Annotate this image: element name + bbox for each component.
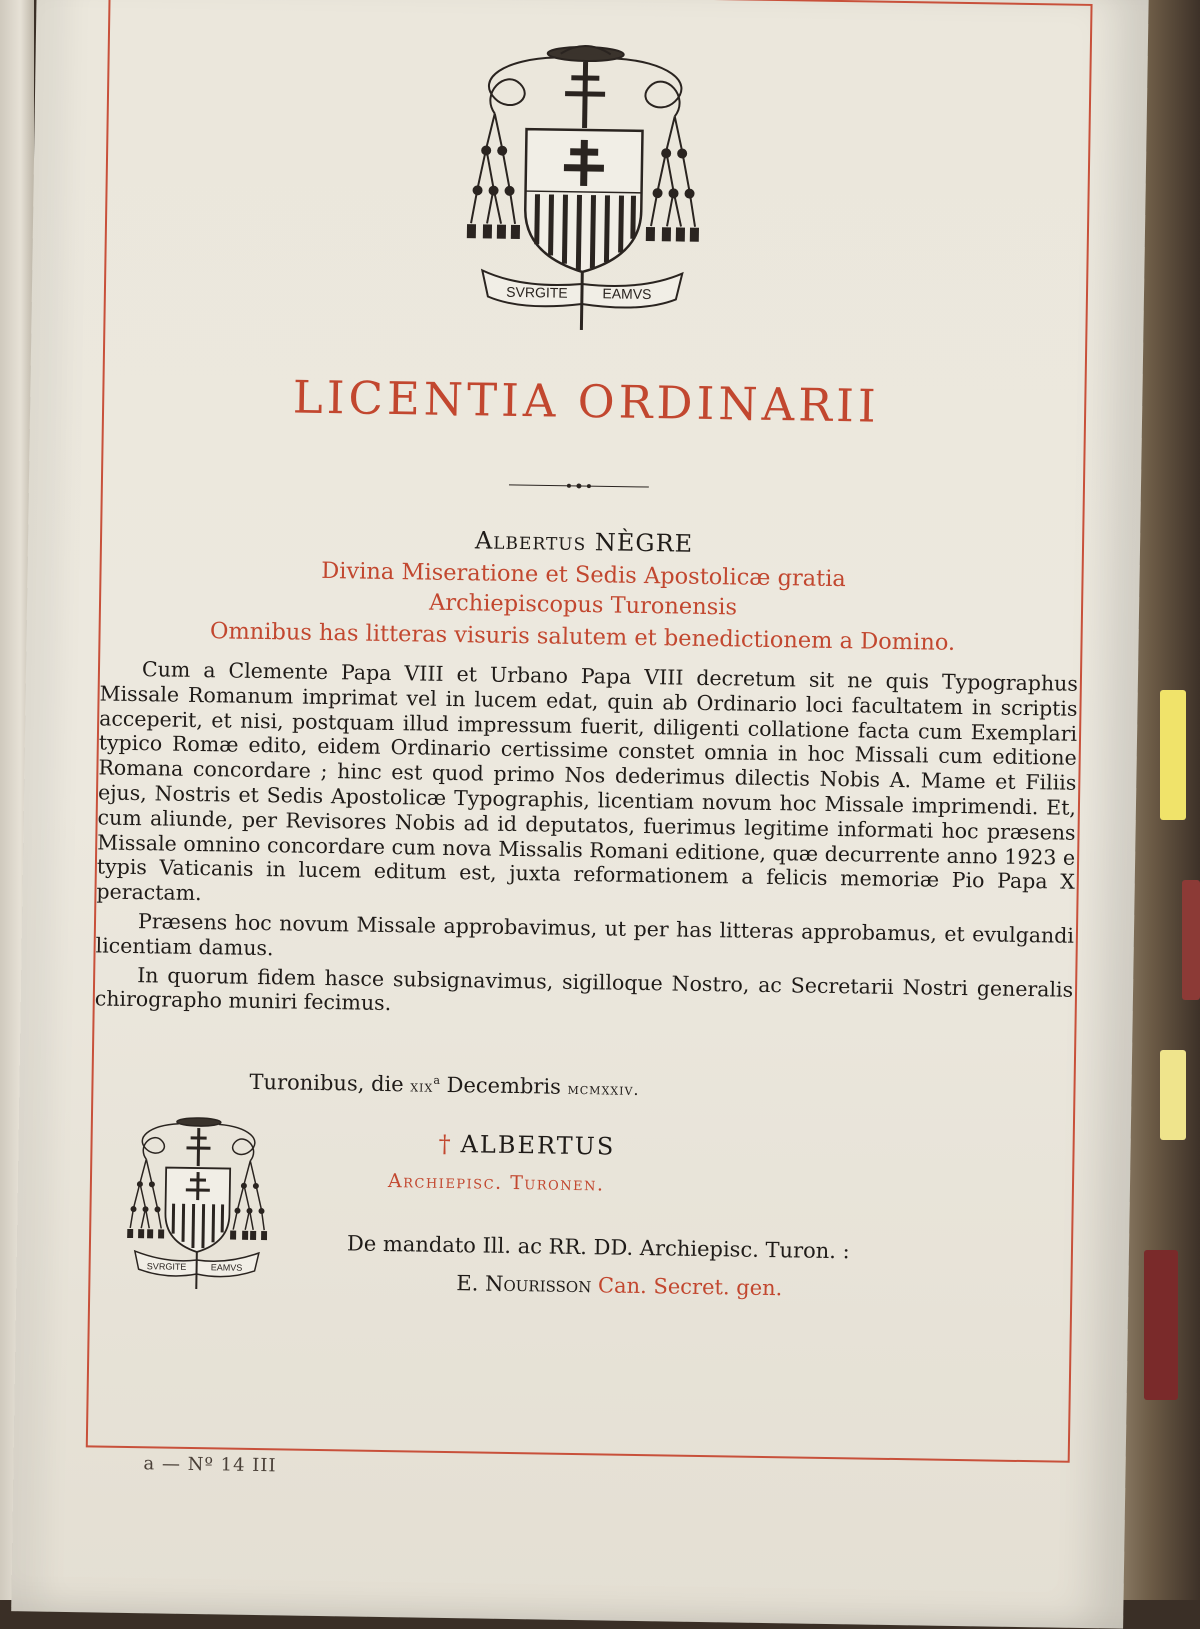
signature-title: Archiepisc. Turonen. [388,1170,605,1195]
body-paragraph: In quorum fidem hasce subsignavimus, sigilloque Nostro, ac Secretarii Nostri generalis chirographo muniri fecimus. [95,962,1074,1027]
issuer-name: Albertus NÈGRE [68,520,1100,564]
ornament-divider [509,479,649,493]
coat-of-arms-small [126,1113,269,1290]
body-paragraph: Præsens hoc novum Missale approbavimus, ut per has litteras approbamus, et evulgandi licentiam damus. [95,908,1074,973]
body-paragraph: Cum a Clemente Papa VIII et Urbano Papa VIII decretum sit ne quis Typographus Missale Romanum imprimat vel in lucem edat, quin ab Ordinario loci facultatem in scriptis acceperit, et nisi, postquam illud impressum fuerit, diligenti collatione facta cum Exemplari typico Romæ edito, eidem Ordinario certissime constet omnia in hoc Missali cum editione Romana concordare ; hinc est quod primo Nos dederimus dilectis Nobis A. Mame et Filiis ejus, Nostris et Sedis Apostolicæ Typographis, licentiam novum hoc Missale imprimendi. Et, cum aliunde, per Revisores Nobis ad id deputatos, fuerimus legitime informati hoc præsens Missale omnino concordare cum nova Missalis Romani editione, quæ decurrente anno 1923 e typis Vaticanis in lucem editum est, juxta reformationem a felicis memoriæ Pio Papa X peractam. [96,656,1078,919]
date-day-suffix: a [433,1074,440,1087]
issuer-title-line: Divina Miseratione et Sedis Apostolicæ gratia [67,554,1099,596]
yellow-bookmark-tab [1160,690,1186,820]
license-body [95,656,1079,1030]
red-book-spine [1144,1250,1178,1400]
salutation: Omnibus has litteras visuris salutem et benedictionem a Domino. [66,616,1098,658]
crest-motto-right: EAMVS [602,285,651,302]
mandate-line: De mandato Ill. ac RR. DD. Archiepisc. Turon. : [347,1231,850,1263]
page-title: LICENTIA ORDINARII [30,366,1143,436]
cross-icon: † [438,1130,452,1158]
secretary-name: E. Nourisson [456,1271,591,1297]
date-place: Turonibus, die [249,1070,403,1096]
issuer-see: Archiepiscopus Turonensis [67,584,1099,626]
signature-name [438,1130,615,1161]
signatory: ALBERTUS [460,1130,615,1160]
date-month: Decembris [446,1073,561,1099]
date-year: mcmxxiv. [567,1079,639,1099]
date-day: xix [410,1076,433,1095]
small-crest-motto-left: SVRGITE [147,1261,187,1272]
secretary-title: Can. Secret. gen. [598,1273,783,1300]
archiepiscopal-coat-of-arms [461,38,706,332]
red-book-spine [1182,880,1200,1000]
folio-signature: a — Nº 14 III [143,1453,276,1476]
document-page [11,0,1149,1629]
secretary-line [456,1271,782,1300]
yellow-bookmark-tab [1160,1050,1186,1140]
crest-motto-left: SVRGITE [506,284,568,301]
small-crest-motto-right: EAMVS [211,1262,243,1272]
